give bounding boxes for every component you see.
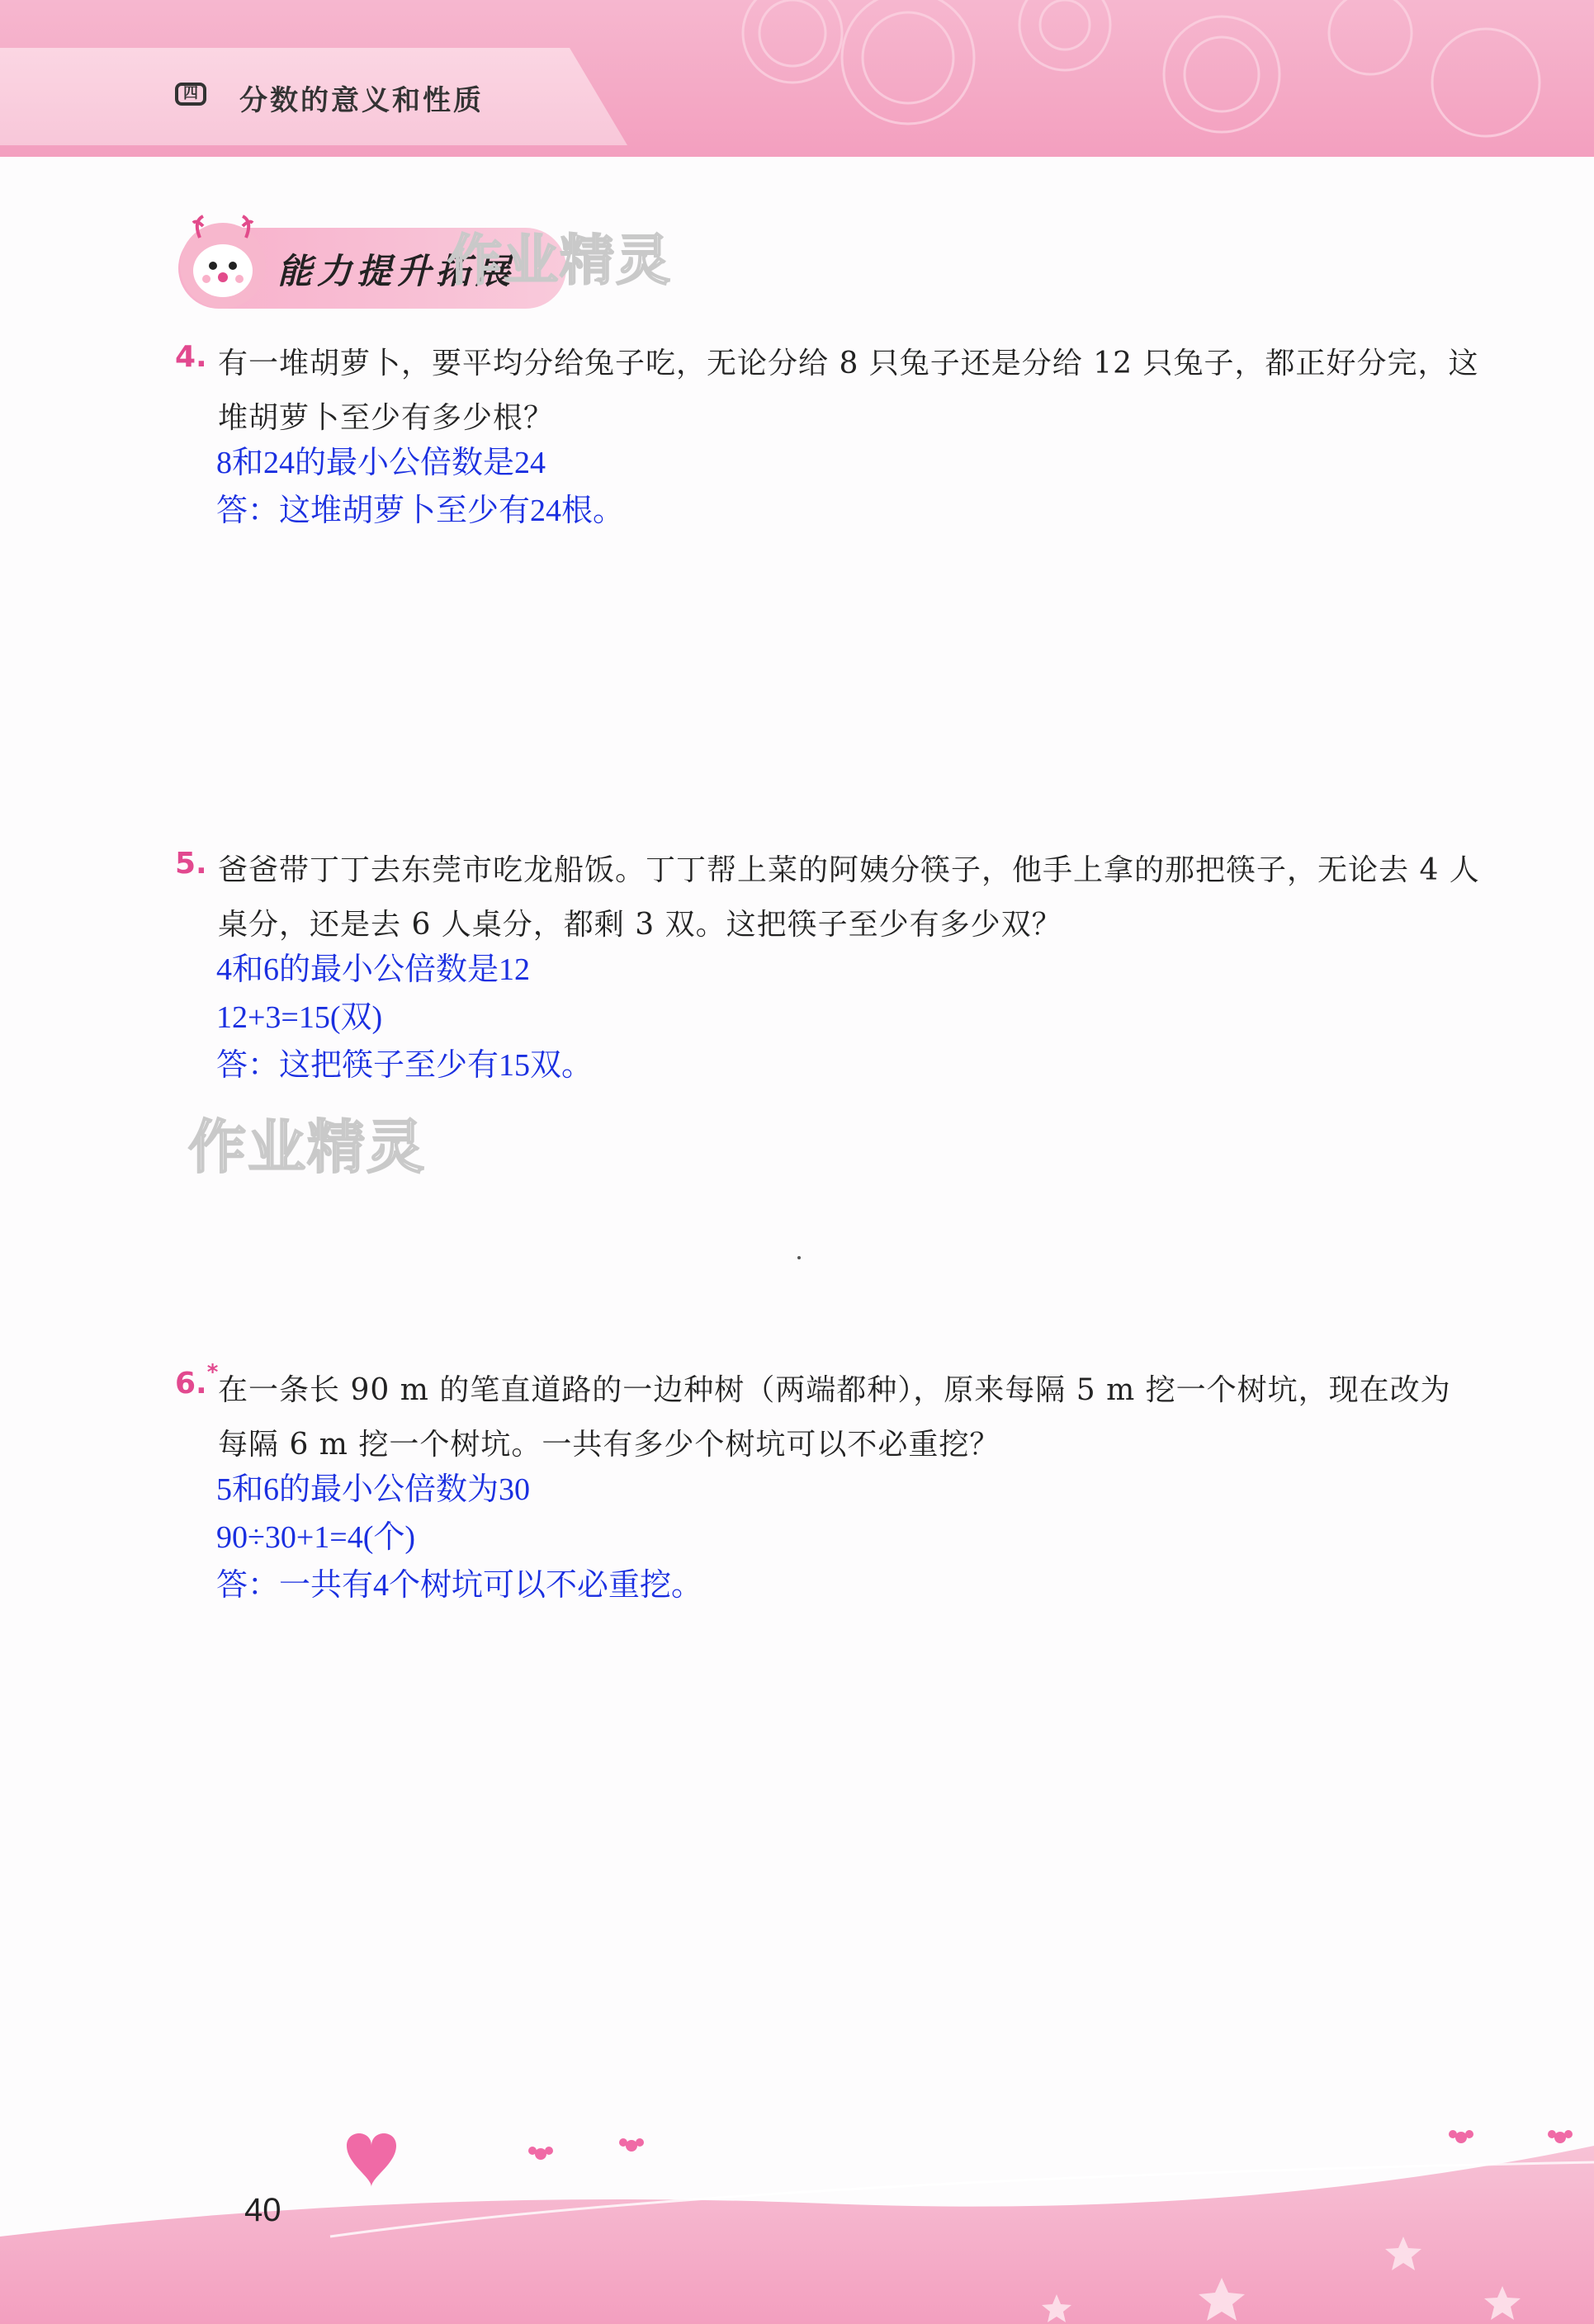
flower-icon xyxy=(528,2130,1573,2160)
answer-line: 5和6的最小公倍数为30 xyxy=(216,1472,531,1507)
watermark: 作业精灵 xyxy=(188,1113,426,1181)
answer-line: 8和24的最小公倍数是24 xyxy=(216,446,546,480)
heart-icon xyxy=(347,2133,396,2187)
scan-dot xyxy=(797,1256,801,1259)
answer-line: 答：这把筷子至少有15双。 xyxy=(216,1048,594,1083)
chapter-number-icon: 四 xyxy=(175,83,206,106)
answer-block xyxy=(216,439,624,535)
problem-text: 有一堆胡萝卜，要平均分给兔子吃，无论分给 8 只兔子还是分给 12 只兔子，都正好分完，这堆胡萝卜至少有多少根？ xyxy=(218,347,1479,435)
star-icon: * xyxy=(206,1360,219,1385)
page-number: 40 xyxy=(244,2192,281,2228)
answer-line: 12+3=15(双) xyxy=(216,1000,383,1035)
watermark: 作业精灵 xyxy=(447,229,672,292)
problem-text: 爸爸带丁丁去东莞市吃龙船饭。丁丁帮上菜的阿姨分筷子，他手上拿的那把筷子，无论去 4 人桌分，还是去 6 人桌分，都剩 3 双。这把筷子至少有多少双？ xyxy=(218,853,1480,942)
answer-block xyxy=(216,1466,702,1609)
section-title: 能力提升拓展 xyxy=(277,251,516,291)
answer-line: 90÷30+1=4(个) xyxy=(216,1520,416,1555)
problem-number: 4. xyxy=(175,340,207,374)
answer-line: 4和6的最小公倍数是12 xyxy=(216,952,531,987)
answer-line: 答：一共有4个树坑可以不必重挖。 xyxy=(216,1568,703,1603)
problem-text: 在一条长 90 m 的笔直道路的一边种树（两端都种），原来每隔 5 m 挖一个树坑，现在改为每隔 6 m 挖一个树坑。一共有多少个树坑可以不必重挖？ xyxy=(218,1373,1451,1462)
footer-decoration xyxy=(0,2113,1594,2324)
chapter-title: 分数的意义和性质 xyxy=(239,84,484,117)
problem-number: 6.* xyxy=(175,1360,219,1401)
answer-block xyxy=(216,946,593,1089)
answer-line: 答：这堆胡萝卜至少有24根。 xyxy=(216,494,625,528)
mascot-icon xyxy=(175,213,274,312)
problem-number: 5. xyxy=(175,847,207,881)
